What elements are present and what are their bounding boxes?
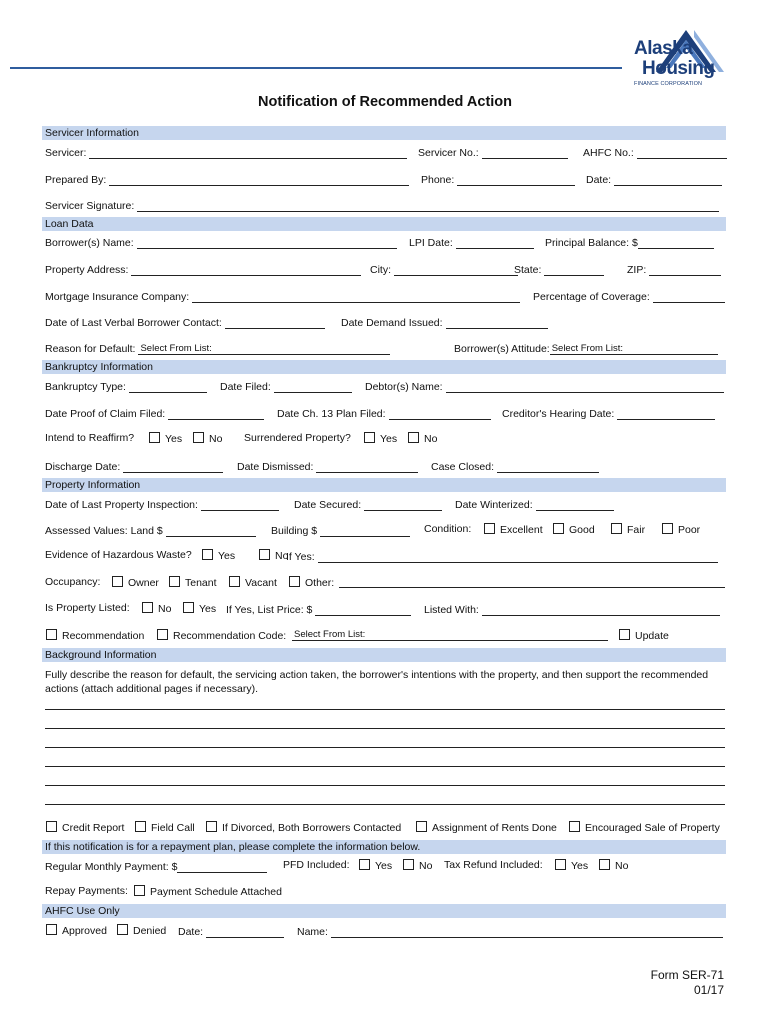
- logo-subtitle: FINANCE CORPORATION: [634, 81, 703, 87]
- form-revision: 01/17: [693, 983, 724, 997]
- background-line-6[interactable]: [45, 804, 725, 805]
- condition-fair-checkbox[interactable]: Fair: [611, 523, 645, 536]
- verbal-contact-field[interactable]: Date of Last Verbal Borrower Contact:: [45, 315, 325, 329]
- section-loan: Loan Data: [42, 217, 726, 231]
- pfd-no-checkbox[interactable]: No: [403, 859, 432, 872]
- prepared-by-field[interactable]: Prepared By:: [45, 172, 409, 186]
- background-line-4[interactable]: [45, 766, 725, 767]
- mortgage-insurance-field[interactable]: Mortgage Insurance Company:: [45, 289, 520, 303]
- lpi-date-field[interactable]: LPI Date:: [409, 235, 534, 249]
- recommendation-checkbox[interactable]: Recommendation: [46, 629, 144, 642]
- encouraged-sale-checkbox[interactable]: Encouraged Sale of Property: [569, 821, 720, 834]
- row-claim: [45, 406, 725, 420]
- building-value-field[interactable]: Building $: [271, 523, 410, 537]
- tax-refund-label: Tax Refund Included:: [444, 859, 543, 871]
- surrendered-label: Surrendered Property?: [244, 432, 351, 444]
- discharge-date-field[interactable]: Discharge Date:: [45, 459, 223, 473]
- date-winterized-field[interactable]: Date Winterized:: [455, 497, 614, 511]
- logo-line2: Housing: [642, 58, 715, 79]
- pfd-yes-checkbox[interactable]: Yes: [359, 859, 392, 872]
- row-occupancy: [45, 576, 725, 590]
- date-filed-field[interactable]: Date Filed:: [220, 379, 352, 393]
- listed-no-checkbox[interactable]: No: [142, 602, 171, 615]
- reaffirm-no-checkbox[interactable]: No: [193, 432, 222, 445]
- borrower-attitude-select[interactable]: Borrower(s) Attitude: Select From List:: [454, 341, 718, 355]
- date-field[interactable]: Date:: [586, 172, 722, 186]
- land-value-field[interactable]: Assessed Values: Land $: [45, 523, 256, 537]
- pfd-label: PFD Included:: [283, 859, 350, 871]
- condition-good-checkbox[interactable]: Good: [553, 523, 595, 536]
- reaffirm-label: Intend to Reaffirm?: [45, 432, 135, 444]
- row-hazardous: [45, 549, 725, 563]
- condition-label: Condition:: [424, 523, 472, 535]
- update-checkbox[interactable]: Update: [619, 629, 669, 642]
- condition-excellent-checkbox[interactable]: Excellent: [484, 523, 543, 536]
- listed-with-field[interactable]: Listed With:: [424, 602, 720, 616]
- row-reaffirm: [45, 432, 725, 446]
- section-bankruptcy: Bankruptcy Information: [42, 360, 726, 374]
- case-closed-field[interactable]: Case Closed:: [431, 459, 599, 473]
- tax-refund-no-checkbox[interactable]: No: [599, 859, 628, 872]
- tax-refund-yes-checkbox[interactable]: Yes: [555, 859, 588, 872]
- row-repay: [45, 885, 725, 899]
- row-contact: [45, 315, 725, 329]
- recommendation-code-checkbox[interactable]: Recommendation Code:: [157, 629, 286, 642]
- row-repayment: [45, 859, 725, 873]
- reaffirm-yes-checkbox[interactable]: Yes: [149, 432, 182, 445]
- row-mortgage-insurance: [45, 289, 725, 303]
- hazardous-label: Evidence of Hazardous Waste?: [45, 549, 192, 561]
- phone-field[interactable]: Phone:: [421, 172, 575, 186]
- proof-of-claim-field[interactable]: Date Proof of Claim Filed:: [45, 406, 264, 420]
- occupancy-other-checkbox[interactable]: Other:: [289, 576, 334, 589]
- demand-issued-field[interactable]: Date Demand Issued:: [341, 315, 548, 329]
- row-prepared: [45, 172, 725, 186]
- row-actions: [45, 821, 725, 835]
- hazardous-yes-checkbox[interactable]: Yes: [202, 549, 235, 562]
- background-line-3[interactable]: [45, 747, 725, 748]
- servicer-no-field[interactable]: Servicer No.:: [418, 145, 568, 159]
- row-ahfc: [45, 924, 725, 938]
- row-recommendation: [45, 629, 725, 643]
- repay-payments-label: Repay Payments:: [45, 885, 128, 897]
- occupancy-vacant-checkbox[interactable]: Vacant: [229, 576, 277, 589]
- city-field[interactable]: City:: [370, 262, 518, 276]
- row-bankruptcy-type: [45, 379, 725, 393]
- logo-line1: Alaska: [634, 38, 693, 59]
- background-line-5[interactable]: [45, 785, 725, 786]
- row-reason: [45, 341, 725, 355]
- ahfc-name-field[interactable]: Name:: [297, 924, 723, 938]
- listed-label: Is Property Listed:: [45, 602, 130, 614]
- page-title: Notification of Recommended Action: [257, 94, 513, 110]
- occupancy-label: Occupancy:: [45, 576, 101, 588]
- date-secured-field[interactable]: Date Secured:: [294, 497, 442, 511]
- background-line-1[interactable]: [45, 709, 725, 710]
- coverage-field[interactable]: Percentage of Coverage:: [533, 289, 725, 303]
- row-inspection: [45, 497, 725, 511]
- ch13-plan-field[interactable]: Date Ch. 13 Plan Filed:: [277, 406, 491, 420]
- surrendered-no-checkbox[interactable]: No: [408, 432, 437, 445]
- background-line-2[interactable]: [45, 728, 725, 729]
- form-footer: [651, 968, 724, 998]
- row-servicer: [45, 145, 725, 159]
- row-borrowers: [45, 235, 725, 249]
- recommendation-code-select[interactable]: Select From List:: [292, 629, 608, 641]
- principal-balance-field[interactable]: Principal Balance: $: [545, 235, 714, 249]
- hazardous-no-checkbox[interactable]: No: [259, 549, 288, 562]
- monthly-payment-field[interactable]: Regular Monthly Payment: $: [45, 859, 267, 873]
- debtors-name-field[interactable]: Debtor(s) Name:: [365, 379, 724, 393]
- denied-checkbox[interactable]: Denied: [117, 924, 166, 937]
- section-property: Property Information: [42, 478, 726, 492]
- section-background: Background Information: [42, 648, 726, 662]
- section-ahfc: AHFC Use Only: [42, 904, 726, 918]
- date-dismissed-field[interactable]: Date Dismissed:: [237, 459, 418, 473]
- row-discharge: [45, 459, 725, 473]
- occupancy-owner-checkbox[interactable]: Owner: [112, 576, 159, 589]
- ahfc-no-field[interactable]: AHFC No.:: [583, 145, 727, 159]
- payment-schedule-checkbox[interactable]: Payment Schedule Attached: [134, 885, 282, 898]
- background-instructions: Fully describe the reason for default, the servicing action taken, the borrower's intentions with the property, and then support the recommended actions (attach additional pages if necessary).: [45, 669, 709, 695]
- form-number: Form SER-71: [650, 968, 724, 982]
- assignment-of-rents-checkbox[interactable]: Assignment of Rents Done: [416, 821, 557, 834]
- borrowers-name-field[interactable]: Borrower(s) Name:: [45, 235, 397, 249]
- last-inspection-field[interactable]: Date of Last Property Inspection:: [45, 497, 279, 511]
- servicer-signature-field[interactable]: Servicer Signature:: [45, 198, 719, 212]
- field-call-checkbox[interactable]: Field Call: [135, 821, 195, 834]
- surrendered-yes-checkbox[interactable]: Yes: [364, 432, 397, 445]
- zip-field[interactable]: ZIP:: [627, 262, 721, 276]
- row-assessed: [45, 523, 725, 537]
- servicer-field[interactable]: Servicer:: [45, 145, 407, 159]
- header-rule: [10, 67, 622, 69]
- section-servicer: Servicer Information: [42, 126, 726, 140]
- reason-for-default-select[interactable]: Reason for Default: Select From List:: [45, 341, 390, 355]
- credit-report-checkbox[interactable]: Credit Report: [46, 821, 124, 834]
- creditors-hearing-field[interactable]: Creditor's Hearing Date:: [502, 406, 715, 420]
- section-repayment: If this notification is for a repayment plan, please complete the information below.: [42, 840, 726, 854]
- row-listed: [45, 602, 725, 616]
- divorced-checkbox[interactable]: If Divorced, Both Borrowers Contacted: [206, 821, 401, 834]
- ahfc-date-field[interactable]: Date:: [178, 924, 284, 938]
- list-price-field[interactable]: If Yes, List Price: $: [226, 602, 411, 616]
- condition-poor-checkbox[interactable]: Poor: [662, 523, 700, 536]
- approved-checkbox[interactable]: Approved: [46, 924, 107, 937]
- listed-yes-checkbox[interactable]: Yes: [183, 602, 216, 615]
- property-address-field[interactable]: Property Address:: [45, 262, 361, 276]
- occupancy-other-field[interactable]: [339, 577, 725, 588]
- row-signature: [45, 198, 725, 212]
- bankruptcy-type-field[interactable]: Bankruptcy Type:: [45, 379, 207, 393]
- hazardous-if-yes-field[interactable]: If Yes:: [286, 549, 718, 563]
- state-field[interactable]: State:: [514, 262, 604, 276]
- row-address: [45, 262, 725, 276]
- occupancy-tenant-checkbox[interactable]: Tenant: [169, 576, 217, 589]
